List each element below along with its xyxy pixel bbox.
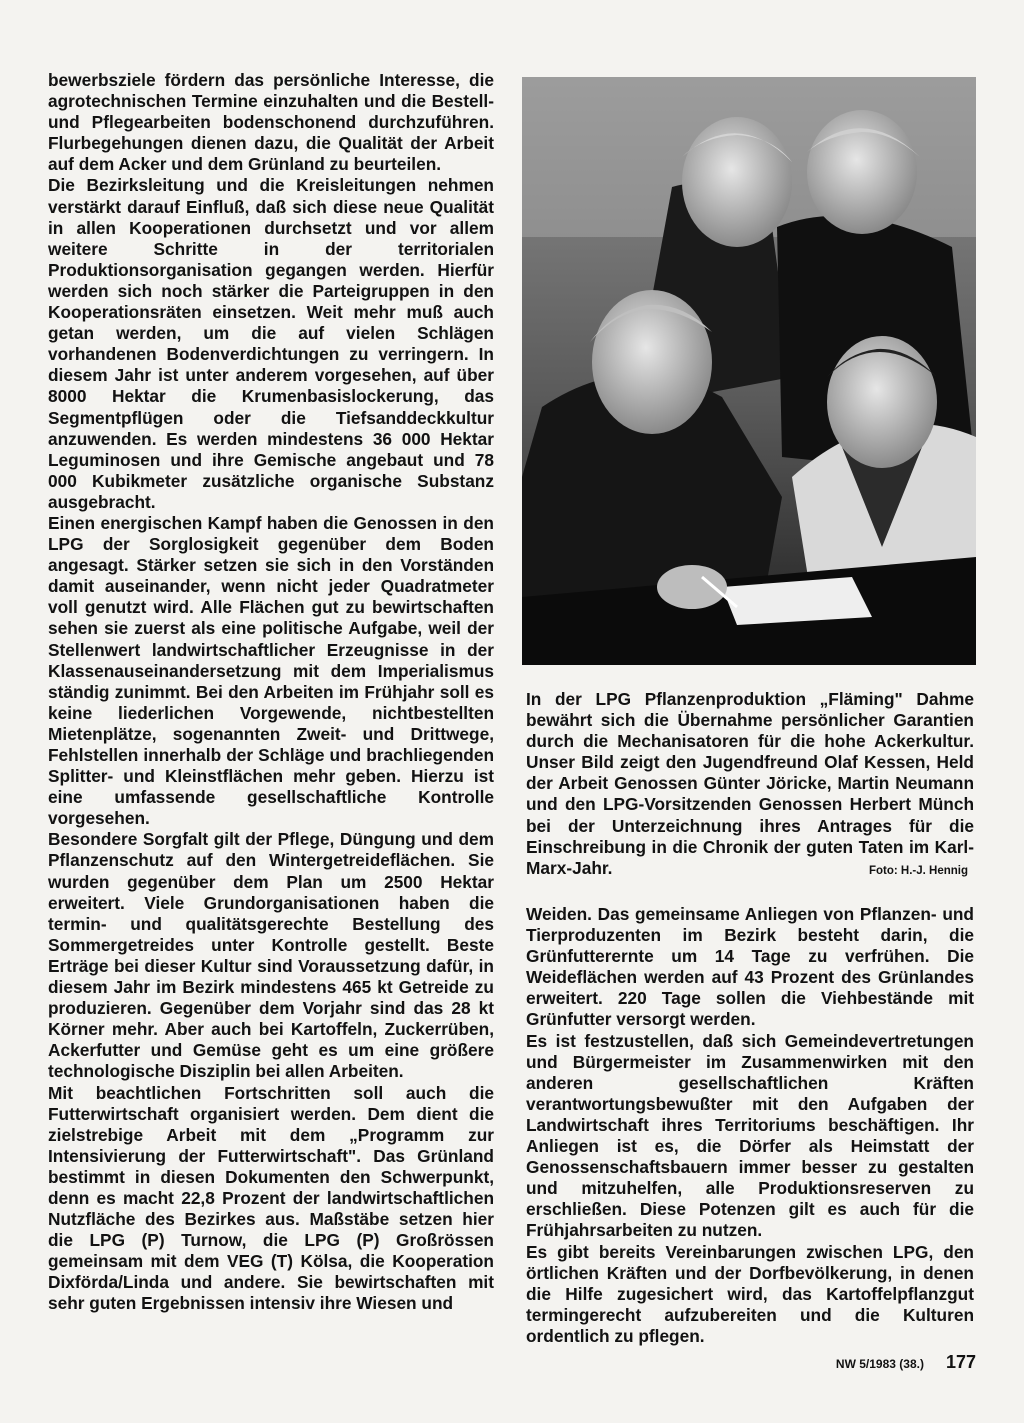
left-paragraph-5: Mit beachtlichen Fortschritten soll auch die Futterwirtschaft organisiert werden. Dem dient die zielstrebige Arbeit mit dem „Programm zur Intensivierung der Futterwirtschaft". Das Grünland bestimmt in diesen Dokumenten den Schwerpunkt, denn es macht 22,8 Prozent der landwirtschaftlichen Nutzfläche des Bezirkes aus. Maßstäbe setzen hier die LPG (P) Turnow, die LPG (P) Großrössen gemeinsam mit dem VEG (T) Kölsa, die Kooperation Dixförda/Linda und andere. Sie bewirtschaften mit sehr guten Ergebnissen intensiv ihre Wiesen und bbox=[48, 1082, 494, 1314]
left-paragraph-3: Einen energischen Kampf haben die Genossen in den LPG der Sorglosigkeit gegenüber dem Boden angesagt. Stärker setzen sie sich in den Vorständen damit auseinander, wenn nicht jeder Quadratmeter voll genutzt wird. Alle Flächen gut zu bewirtschaften sehen sie zuerst als eine politische Aufgabe, weil der Stellenwert landwirtschaftlicher Erzeugnisse in der Klassenauseinandersetzung mit dem Imperialismus ständig zunimmt. Bei den Arbeiten im Frühjahr soll es keine liederlichen Vorgewende, nichtbestellten Mietenplätze, sogenannten Zweit- und Drittwege, Fehlstellen innerhalb der Schläge und brachliegenden Splitter- und Kleinstflächen mehr geben. Hierzu ist eine umfassende gesellschaftliche Kontrolle vorgesehen. bbox=[48, 512, 494, 829]
left-text-column bbox=[48, 70, 494, 1315]
page-footer bbox=[836, 1352, 976, 1373]
photo-credit: Foto: H.-J. Hennig bbox=[868, 865, 968, 877]
right-paragraph-1: Weiden. Das gemeinsame Anliegen von Pflanzen- und Tierproduzenten im Bezirk besteht darin, die Grünfutterernte um 14 Tage zu verfrühen. Die Weideflächen werden auf 43 Prozent des Grünlandes erweitert. 220 Tage sollen die Viehbestände mit Grünfutter versorgt werden. bbox=[526, 904, 974, 1030]
left-paragraph-2: Die Bezirksleitung und die Kreisleitungen nehmen verstärkt darauf Einfluß, daß sich diese neue Qualität in allen Kooperationen durchsetzt und vor allem weitere Schritte in der territorialen Produktionsorganisation gegangen werden. Hierfür werden sich noch stärker die Parteigruppen in den Kooperationsräten einsetzen. Weit mehr muß auch getan werden, um die auf vielen Schlägen vorhandenen Bodenverdichtungen zu verringern. In diesem Jahr ist unter anderem vorgesehen, auf über 8000 Hektar die Krumenbasislockerung, das Segmentpflügen oder die Tiefsanddeckkultur anzuwenden. Es werden mindestens 36 000 Hektar Leguminosen und ihre Gemische angebaut und 78 000 Kubikmeter zusätzliche organische Substanz ausgebracht. bbox=[48, 175, 494, 512]
issue-label: NW 5/1983 (38.) bbox=[835, 1357, 924, 1371]
caption-text: In der LPG Pflanzenproduktion „Fläming" Dahme bewährt sich die Übernahme persönlicher Garantien durch die Mechanisatoren für die hohe Ackerkultur. Unser Bild zeigt den Jugendfreund Olaf Kessen, Held der Arbeit Genossen Günter Jöricke, Martin Neumann und den LPG-Vorsitzenden Genossen Herbert Münch bei der Unterzeichnung ihres Antrages für die Einschreibung in die Chronik der guten Taten im Karl-Marx-Jahr. bbox=[526, 689, 974, 878]
news-photo bbox=[522, 77, 976, 665]
right-paragraph-2: Es ist festzustellen, daß sich Gemeindevertretungen und Bürgermeister im Zusammenwirken mit den anderen gesellschaftlichen Kräften verantwortungsbewußter mit den Aufgaben der Landwirtschaft ihres Territoriums beschäftigen. Ihr Anliegen ist es, die Dörfer als Heimstatt der Genossenschaftsbauern immer besser zu gestalten und mitzuhelfen, alle Produktionsreserven zu erschließen. Diese Potenzen gilt es auch für die Frühjahrsarbeiten zu nutzen. bbox=[526, 1030, 974, 1241]
left-paragraph-1: bewerbsziele fördern das persönliche Interesse, die agrotechnischen Termine einzuhalten und die Bestell- und Pflegearbeiten bodenschonend durchzuführen. Flurbegehungen dienen dazu, die Qualität der Arbeit auf dem Acker und dem Grünland zu beurteilen. bbox=[48, 70, 494, 175]
page-number: 177 bbox=[945, 1352, 976, 1372]
photo-caption bbox=[526, 689, 974, 879]
right-text-column bbox=[526, 904, 974, 1347]
photo-illustration bbox=[522, 77, 976, 665]
right-paragraph-3: Es gibt bereits Vereinbarungen zwischen LPG, den örtlichen Kräften und der Dorfbevölkerung, in denen die Hilfe zugesichert wird, das Kartoffelpflanzgut termingerecht aufzubereiten und die Kulturen ordentlich zu pflegen. bbox=[526, 1241, 974, 1346]
left-paragraph-4: Besondere Sorgfalt gilt der Pflege, Düngung und dem Pflanzenschutz auf den Wintergetreideflächen. Sie wurden gegenüber dem Plan um 2500 Hektar erweitert. Viele Grundorganisationen haben die termin- und qualitätsgerechte Bestellung des Sommergetreides unter Kontrolle gestellt. Beste Erträge bei dieser Kultur sind Voraussetzung dafür, in diesem Jahr im Bezirk mindestens 465 kt Getreide zu produzieren. Gegenüber dem Vorjahr sind das 28 kt Körner mehr. Aber auch bei Kartoffeln, Zuckerrüben, Ackerfutter und Gemüse geht es um eine größere technologische Disziplin bei allen Arbeiten. bbox=[48, 829, 494, 1082]
